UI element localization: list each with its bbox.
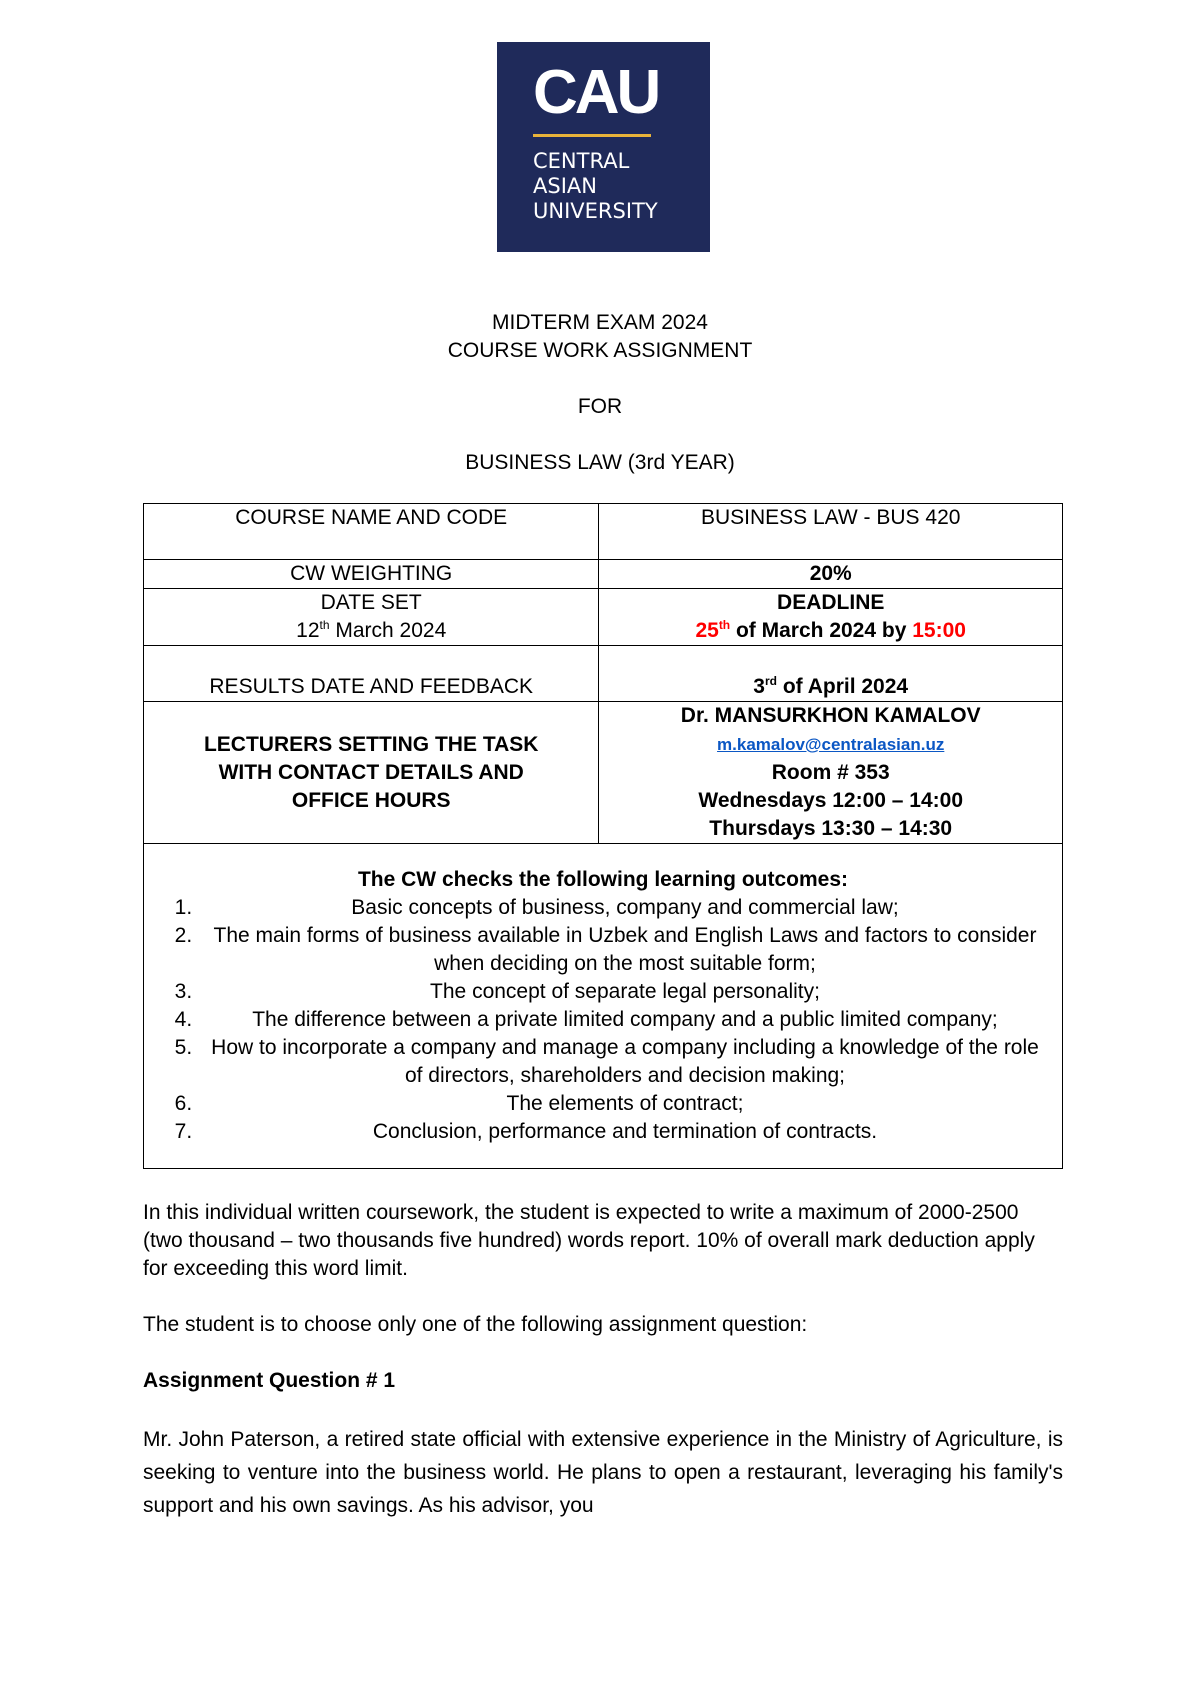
deadline-value: 25th of March 2024 by 15:00: [695, 618, 966, 642]
table-row: [144, 504, 1063, 560]
deadline-label: DEADLINE: [777, 591, 885, 614]
choose-instruction: The student is to choose only one of the following assignment question:: [143, 1313, 808, 1336]
course-title: BUSINESS LAW (3rd YEAR): [465, 451, 735, 474]
for-label: FOR: [577, 395, 623, 418]
deadline-cell: [599, 589, 1063, 646]
list-item: 3. The concept of separate legal personality;: [198, 978, 1050, 1006]
table-row: [144, 646, 1063, 702]
course-value: BUSINESS LAW - BUS 420: [599, 504, 1063, 560]
results-label: RESULTS DATE AND FEEDBACK: [144, 646, 599, 702]
logo-abbreviation: CAU: [533, 58, 659, 127]
logo-name-line: ASIAN: [533, 174, 597, 198]
logo-university-name: [533, 149, 658, 224]
table-row: [144, 560, 1063, 589]
office-hours-wednesday: Wednesdays 12:00 – 14:00: [698, 789, 963, 812]
logo-name-line: UNIVERSITY: [533, 199, 658, 223]
assignment-info-table: [143, 503, 1063, 1169]
lecturer-email-link[interactable]: m.kamalov@centralasian.uz: [717, 735, 945, 754]
list-item: 4. The difference between a private limited company and a public limited company;: [198, 1006, 1050, 1034]
weighting-label: CW WEIGHTING: [144, 560, 599, 589]
exam-title: MIDTERM EXAM 2024: [492, 311, 708, 334]
list-item: 5. How to incorporate a company and manage a company including a knowledge of the role of directors, shareholders and decision making;: [198, 1034, 1050, 1090]
list-item: 6. The elements of contract;: [198, 1090, 1050, 1118]
learning-outcomes-cell: [144, 844, 1063, 1169]
lecturer-details: [599, 702, 1063, 844]
question-text: Mr. John Paterson, a retired state official with extensive experience in the Ministry of Agriculture, is seeking to venture into the business world. He plans to open a restaurant, leveraging his family's support and his own savings. As his advisor, you: [143, 1428, 1063, 1517]
logo-name-line: CENTRAL: [533, 149, 630, 173]
date-set-cell: [144, 589, 599, 646]
lecturer-name: Dr. MANSURKHON KAMALOV: [680, 704, 981, 727]
date-set-label: DATE SET: [320, 591, 422, 614]
office-hours-thursday: Thursdays 13:30 – 14:30: [709, 817, 953, 840]
lecturer-room: Room # 353: [771, 761, 890, 784]
university-logo: [497, 42, 710, 252]
date-set-value: 12th March 2024: [296, 618, 447, 642]
weighting-value: 20%: [599, 560, 1063, 589]
intro-paragraph: In this individual written coursework, the student is expected to write a maximum of 2000-2500 (two thousand – two thousands five hundred) words report. 10% of overall mark deduction apply for exceeding this word limit.: [143, 1201, 1035, 1280]
table-row: [144, 702, 1063, 844]
question-heading: Assignment Question # 1: [143, 1369, 396, 1392]
course-label: COURSE NAME AND CODE: [144, 504, 599, 560]
list-item: 2. The main forms of business available in Uzbek and English Laws and factors to consider when deciding on the most suitable form;: [198, 922, 1050, 978]
learning-outcomes-list: [156, 894, 1050, 1146]
logo-gold-rule: [533, 134, 651, 137]
results-value: 3rd of April 2024: [599, 646, 1063, 702]
learning-outcomes-title: The CW checks the following learning outcomes:: [357, 868, 849, 891]
assignment-title: COURSE WORK ASSIGNMENT: [447, 339, 753, 362]
table-row: [144, 589, 1063, 646]
table-row: [144, 844, 1063, 1169]
list-item: 1. Basic concepts of business, company and commercial law;: [198, 894, 1050, 922]
list-item: 7. Conclusion, performance and termination of contracts.: [198, 1118, 1050, 1146]
lecturer-label: LECTURERS SETTING THE TASK WITH CONTACT DETAILS AND OFFICE HOURS: [144, 702, 599, 844]
